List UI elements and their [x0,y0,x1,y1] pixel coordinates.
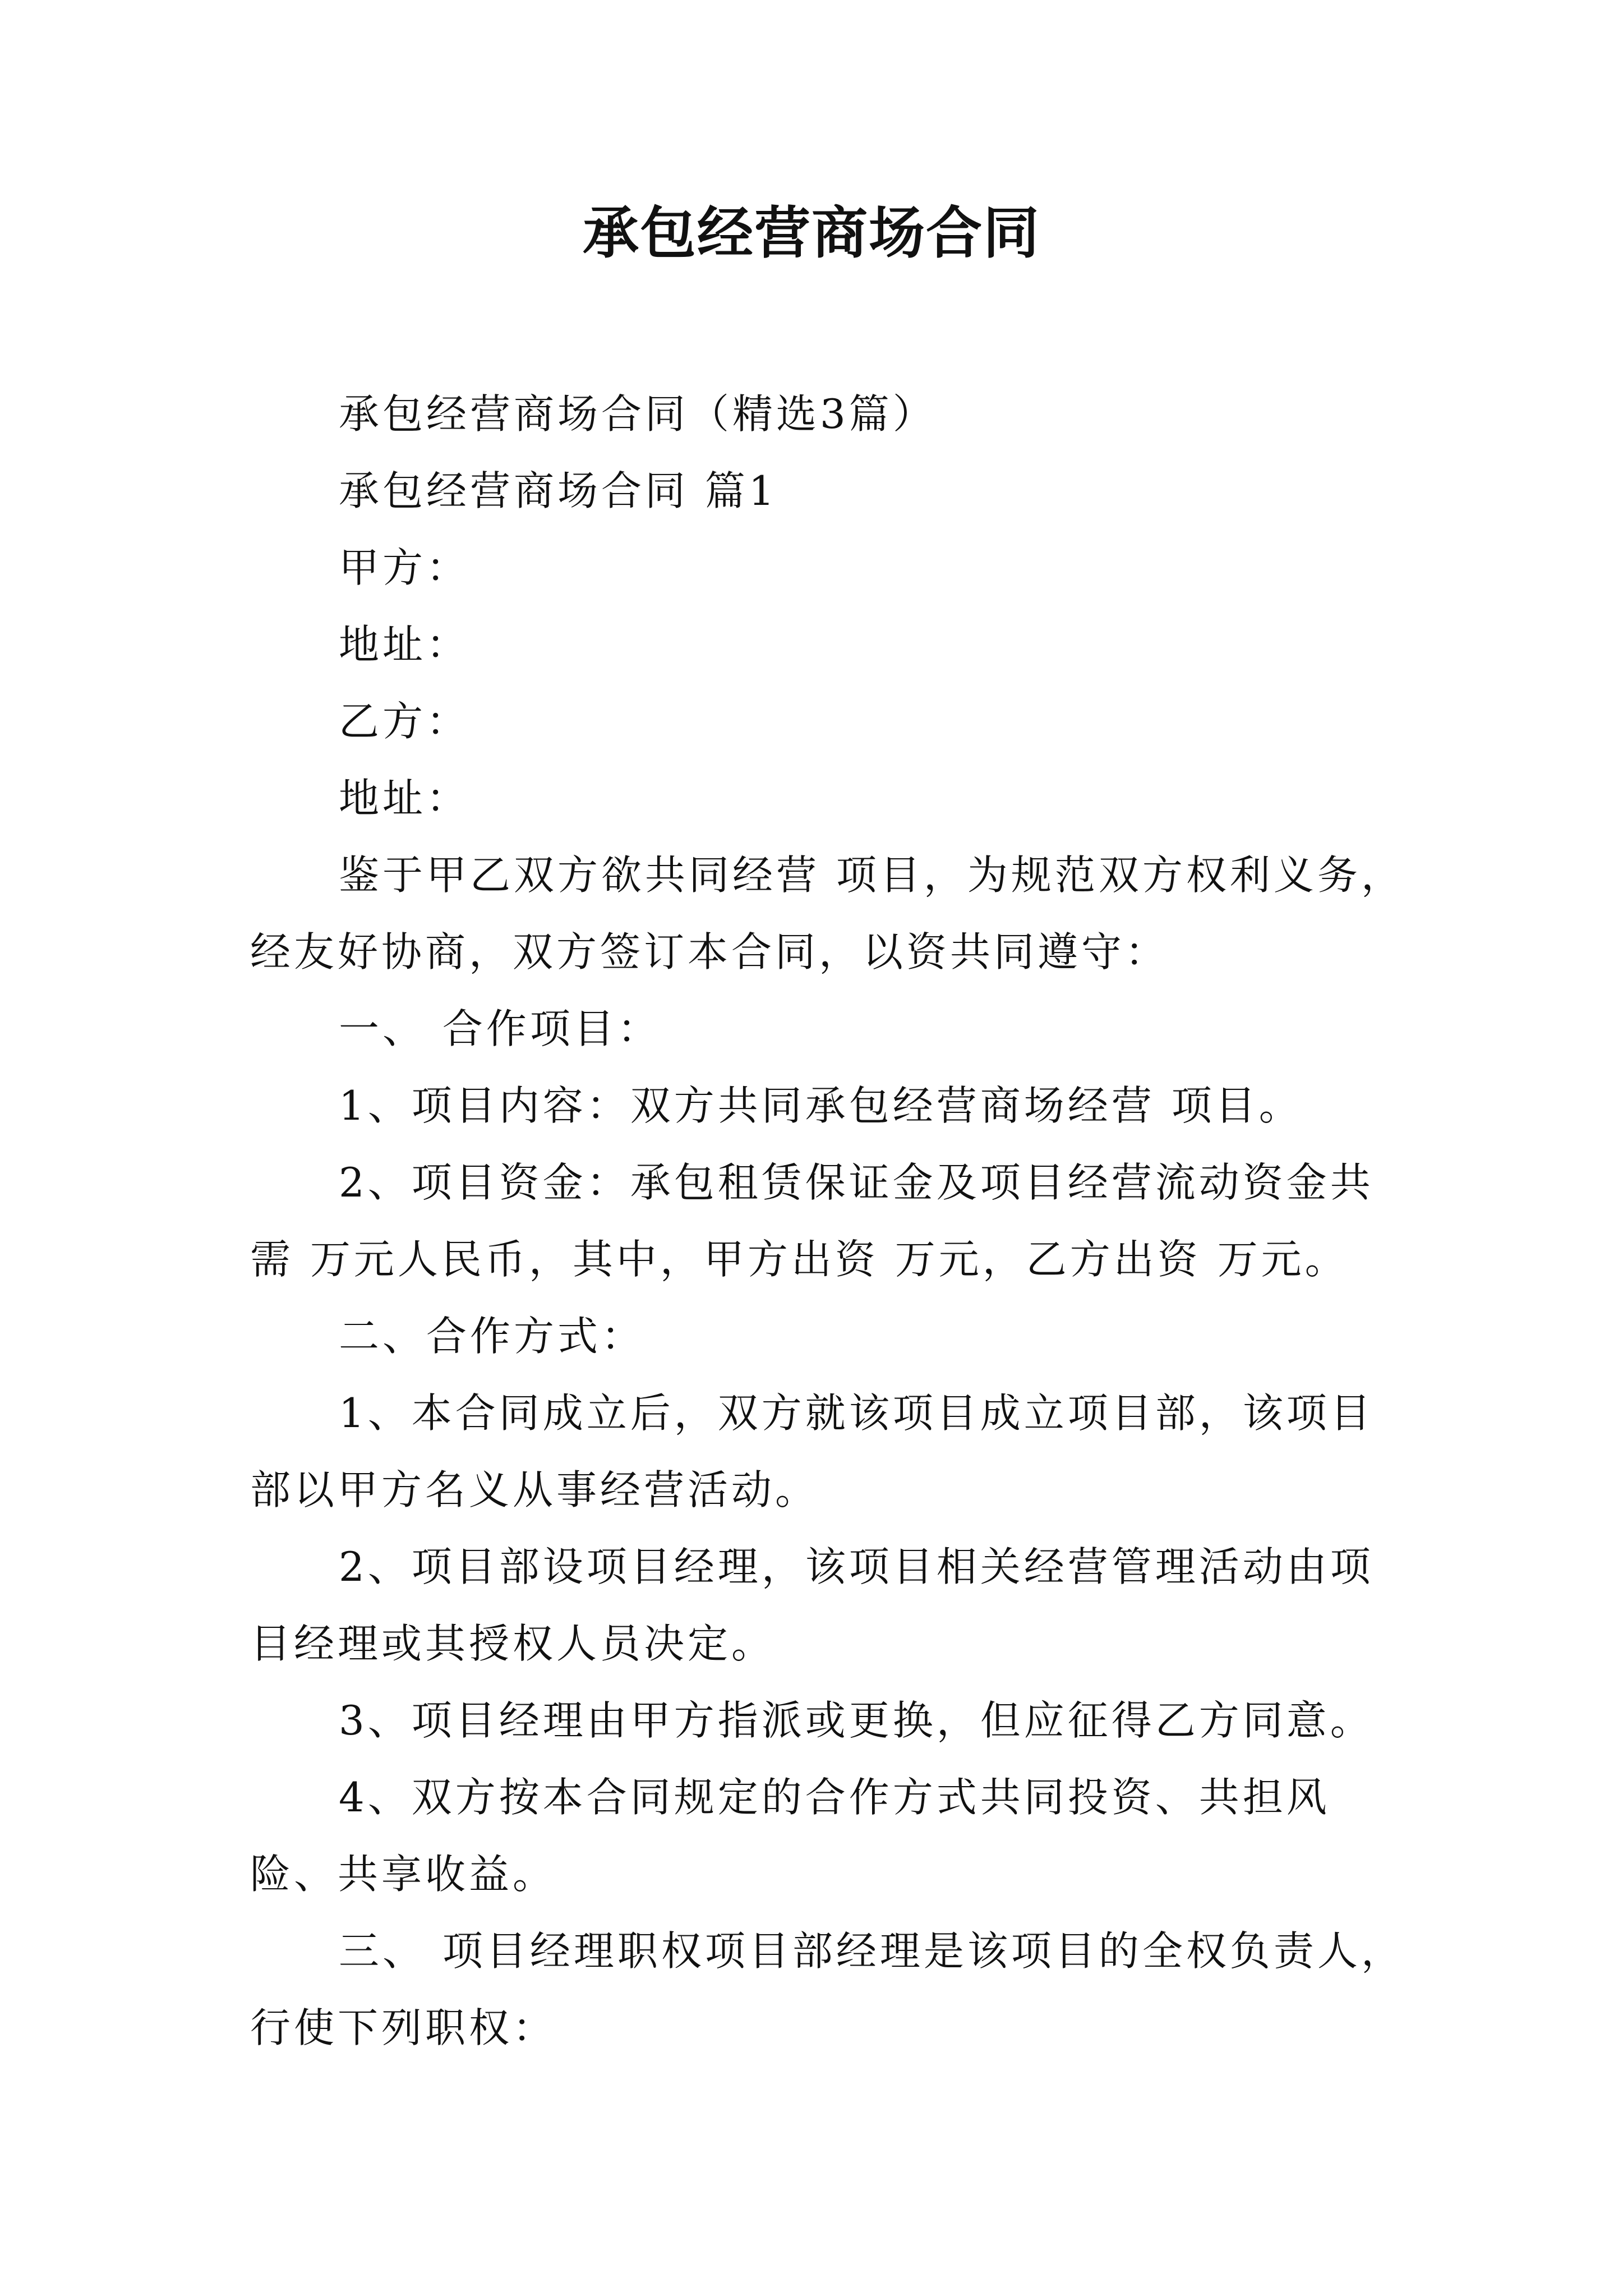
preamble-paragraph: 鉴于甲乙双方欲共同经营 项目，为规范双方权利义务，经友好协商，双方签订本合同，以资共同遵守： [250,852,1405,976]
party-a-address-label: 地址： [339,621,471,668]
party-b-address-label: 地址： [339,775,471,822]
clause-heading: 一、 合作项目： [339,1005,661,1052]
party-a-label: 甲方： [339,544,471,591]
clause-item: 3、项目经理由甲方指派或更换，但应征得乙方同意。 [339,1697,1374,1744]
subtitle-selection: 承包经营商场合同（精选3篇） [339,390,937,438]
clause-heading: 二、合作方式： [339,1313,645,1360]
document-body [250,376,1405,2067]
clause-item: 4、双方按本合同规定的合作方式共同投资、共担风险、共享收益。 [250,1774,1330,1898]
clause-heading: 三、 项目经理职权项目部经理是该项目的全权负责人，行使下列职权： [250,1927,1405,2051]
section-heading: 承包经营商场合同 篇1 [339,467,778,514]
party-b-label: 乙方： [339,698,471,745]
clause-item: 1、本合同成立后，双方就该项目成立项目部，该项目部以甲方名义从事经营活动。 [250,1389,1374,1513]
clause-item: 2、项目资金：承包租赁保证金及项目经营流动资金共需 万元人民币，其中，甲方出资 万元，乙方出资 万元。 [250,1159,1374,1283]
clause-item: 2、项目部设项目经理，该项目相关经营管理活动由项目经理或其授权人员决定。 [250,1543,1374,1667]
clause-item: 1、项目内容：双方共同承包经营商场经营 项目。 [339,1082,1303,1129]
document-title: 承包经营商场合同 [583,200,1040,266]
